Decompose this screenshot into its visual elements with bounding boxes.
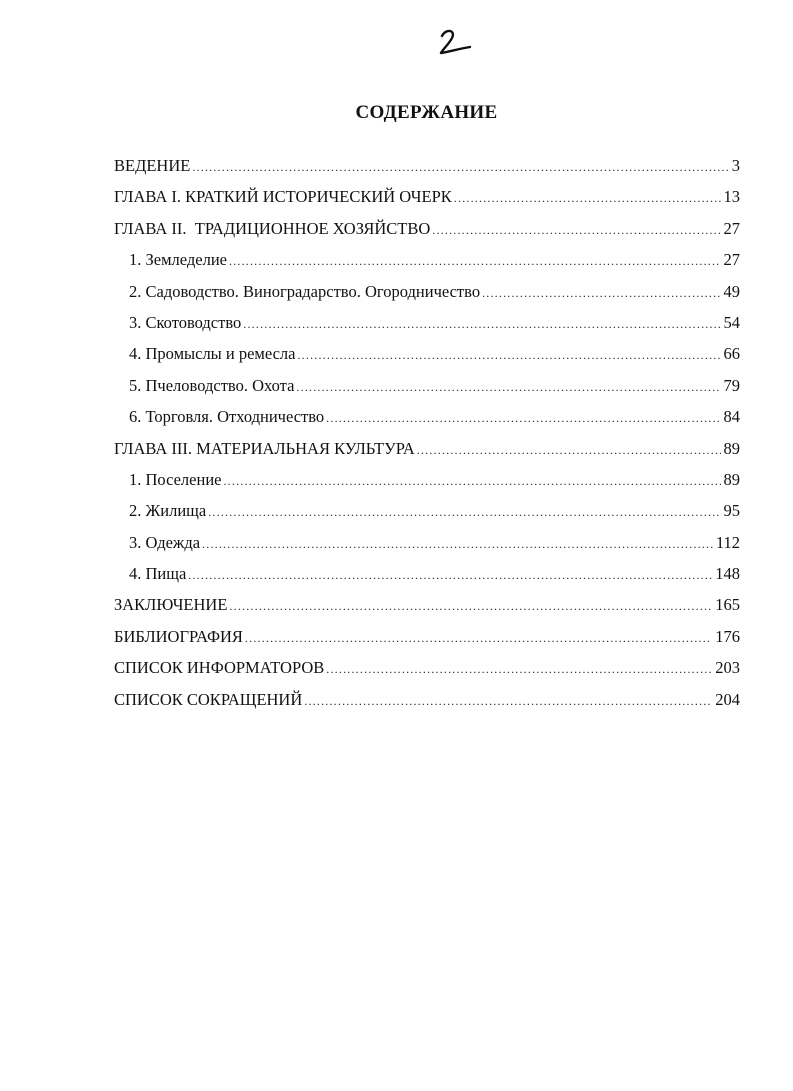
toc-leader-dots — [297, 340, 720, 371]
toc-entry-page: 89 — [723, 438, 740, 458]
toc-subentry[interactable] — [114, 307, 740, 338]
toc-leader-dots — [188, 560, 712, 591]
toc-entry[interactable] — [114, 433, 740, 464]
toc-entry-label: 1. Земледелие — [129, 250, 227, 270]
toc-entry-label: СПИСОК СОКРАЩЕНИЙ — [114, 689, 303, 709]
toc-entry-page: 27 — [723, 250, 740, 270]
handwritten-page-number — [428, 22, 476, 62]
toc-subentry[interactable] — [114, 558, 740, 589]
toc-leader-dots — [482, 278, 720, 309]
toc-leader-dots — [245, 623, 712, 654]
toc-subentry[interactable] — [114, 401, 740, 432]
toc-entry[interactable] — [114, 652, 740, 683]
toc-subentry[interactable] — [114, 276, 740, 307]
toc-leader-dots — [243, 309, 720, 340]
page-title: СОДЕРЖАНИЕ — [355, 102, 498, 123]
toc-entry-page: 148 — [715, 564, 740, 584]
toc-leader-dots — [229, 591, 712, 622]
toc-leader-dots — [326, 654, 712, 685]
toc-leader-dots — [304, 686, 712, 717]
toc-entry-page: 54 — [723, 312, 740, 332]
toc-entry-label: 3. Скотоводство — [129, 312, 242, 332]
toc-leader-dots — [454, 183, 721, 214]
toc-entry-label: ГЛАВА II. ТРАДИЦИОННОЕ ХОЗЯЙСТВО — [114, 218, 431, 238]
toc-entry-page: 84 — [723, 407, 740, 427]
toc-entry[interactable] — [114, 150, 740, 181]
toc-entry-page: 95 — [723, 501, 740, 521]
toc-subentry[interactable] — [114, 527, 740, 558]
toc-entry-label: ЗАКЛЮЧЕНИЕ — [114, 595, 228, 615]
toc-entry-label: 4. Пища — [129, 564, 187, 584]
toc-subentry[interactable] — [114, 495, 740, 526]
toc-entry-page: 89 — [723, 469, 740, 489]
toc-entry[interactable] — [114, 213, 740, 244]
toc-entry-page: 165 — [715, 595, 740, 615]
toc-entry-page: 27 — [723, 218, 740, 238]
toc-leader-dots — [192, 152, 728, 183]
table-of-contents — [114, 150, 740, 715]
toc-subentry[interactable] — [114, 244, 740, 275]
toc-entry-page: 79 — [723, 375, 740, 395]
toc-leader-dots — [432, 215, 720, 246]
toc-subentry[interactable] — [114, 338, 740, 369]
toc-entry-label: ГЛАВА I. КРАТКИЙ ИСТОРИЧЕСКИЙ ОЧЕРК — [114, 187, 452, 207]
toc-entry-page: 176 — [715, 626, 740, 646]
toc-entry-page: 112 — [715, 532, 740, 552]
toc-leader-dots — [202, 529, 713, 560]
toc-entry-label: 3. Одежда — [129, 532, 201, 552]
toc-leader-dots — [296, 372, 720, 403]
toc-entry-page: 3 — [731, 156, 740, 175]
toc-entry[interactable] — [114, 589, 740, 620]
toc-leader-dots — [417, 435, 721, 466]
toc-leader-dots — [208, 497, 720, 528]
toc-entry-label: 6. Торговля. Отходничество — [129, 407, 325, 427]
toc-leader-dots — [326, 403, 720, 434]
toc-subentry[interactable] — [114, 464, 740, 495]
toc-entry-label: 2. Садоводство. Виноградарство. Огородничество — [129, 281, 481, 301]
toc-subentry[interactable] — [114, 370, 740, 401]
toc-entry-label: СПИСОК ИНФОРМАТОРОВ — [114, 658, 325, 678]
toc-entry-page: 49 — [723, 281, 740, 301]
toc-leader-dots — [223, 466, 720, 497]
toc-entry[interactable] — [114, 621, 740, 652]
toc-entry-page: 66 — [723, 344, 740, 364]
toc-entry-label: 1. Поселение — [129, 469, 222, 489]
toc-entry[interactable] — [114, 684, 740, 715]
toc-entry-label: 2. Жилища — [129, 501, 207, 521]
toc-entry[interactable] — [114, 181, 740, 212]
toc-entry-label: 4. Промыслы и ремесла — [129, 344, 296, 364]
toc-entry-label: ВЕДЕНИЕ — [114, 156, 191, 175]
toc-entry-page: 13 — [723, 187, 740, 207]
toc-entry-label: 5. Пчеловодство. Охота — [129, 375, 295, 395]
toc-entry-label: БИБЛИОГРАФИЯ — [114, 626, 243, 646]
toc-entry-label: ГЛАВА III. МАТЕРИАЛЬНАЯ КУЛЬТУРА — [114, 438, 415, 458]
toc-entry-page: 203 — [715, 658, 740, 678]
toc-entry-page: 204 — [715, 689, 740, 709]
toc-leader-dots — [229, 246, 721, 277]
